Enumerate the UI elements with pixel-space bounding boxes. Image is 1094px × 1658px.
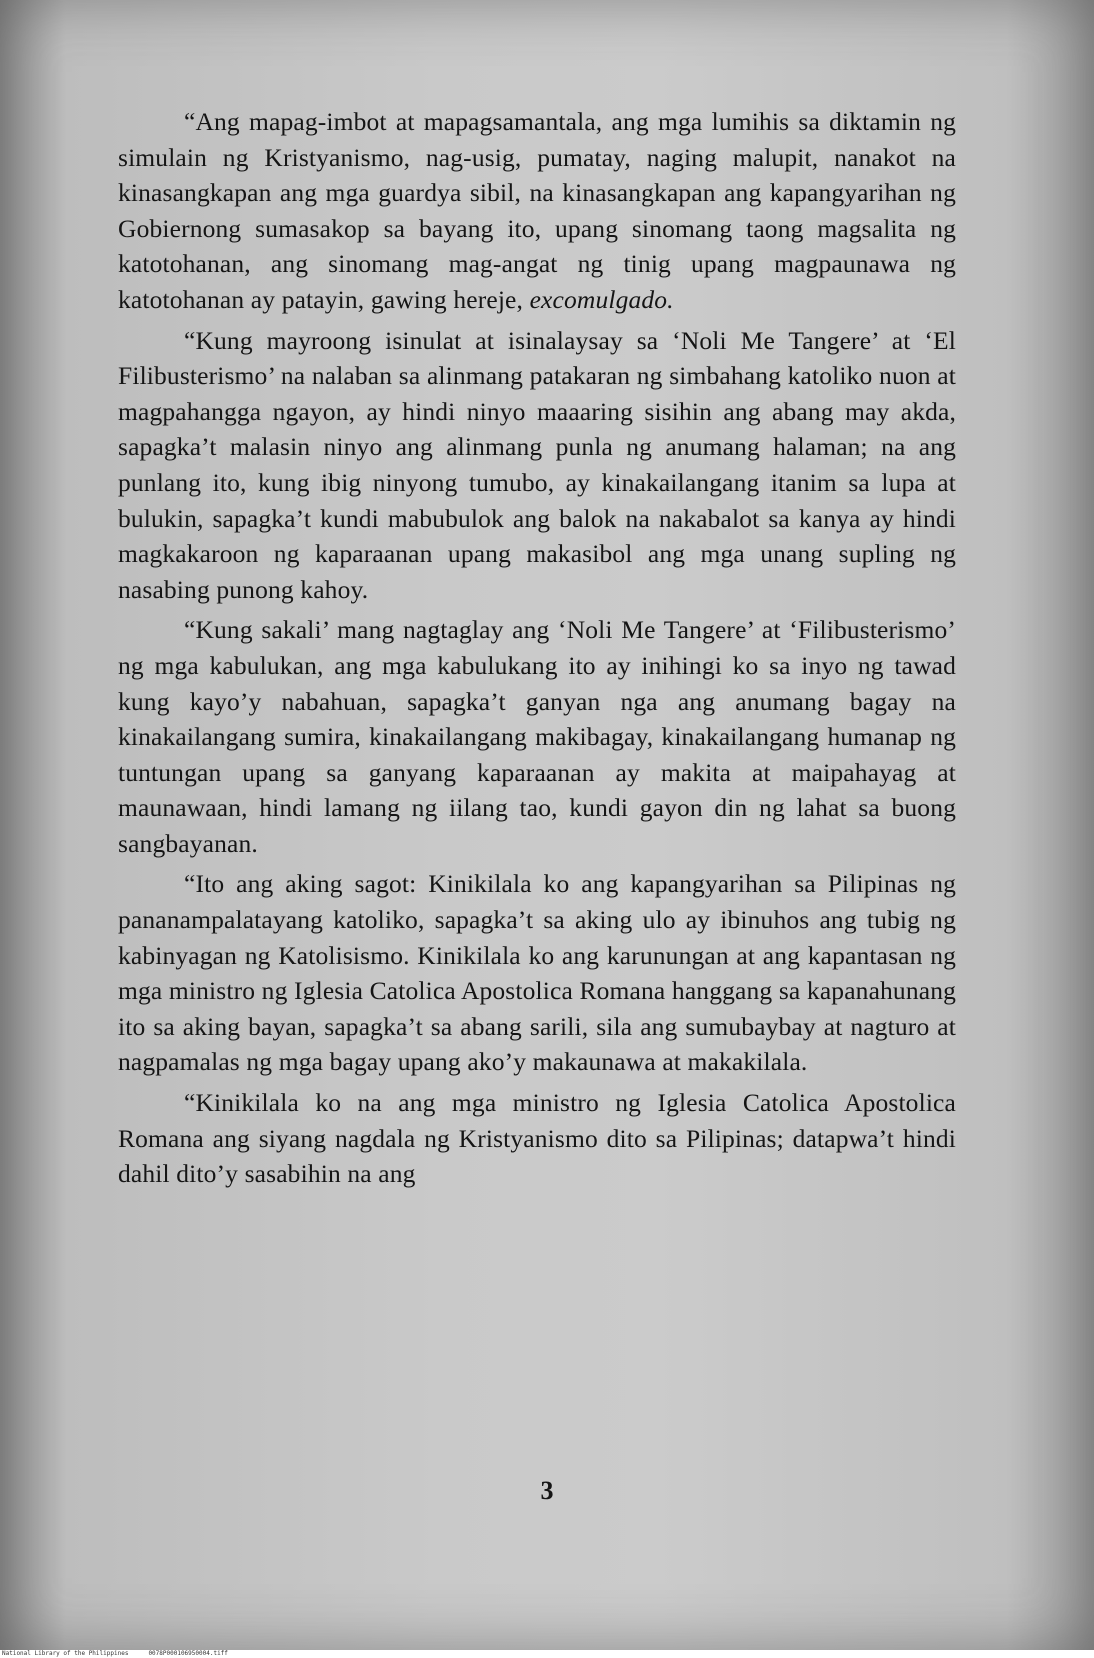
- paragraph-2: [118, 323, 956, 608]
- paragraph-4: [118, 866, 956, 1080]
- paragraph-1: [118, 104, 956, 318]
- body-text: [118, 104, 956, 1197]
- page-number: 3: [540, 1476, 554, 1505]
- scan-footer: [0, 1650, 1094, 1658]
- paragraph-3: [118, 612, 956, 861]
- paragraph-5-text: “Kinikilala ko na ang mga ministro ng Iglesia Catolica Apostolica Romana ang siyang nagdala ng Kristyanismo dito sa Pilipinas; datapwa’t hindi dahil dito’y sasabihin na ang: [118, 1088, 956, 1189]
- paragraph-4-text: “Ito ang aking sagot: Kinikilala ko ang kapangyarihan sa Pilipinas ng pananampalatayang katoliko, sapagka’t sa aking ulo ay ibinuhos ang tubig ng kabinyagan ng Katolisismo. Kinikilala ko ang karunungan at ang kapantasan ng mga ministro ng Iglesia Catolica Apostolica Romana hanggang sa kapanahunang ito sa aking bayan, sapagka’t sa abang sarili, sila ang sumubaybay at nagturo at nagpamalas ng mga bagay upang ako’y makaunawa at makakilala.: [118, 869, 956, 1077]
- paragraph-1-text: “Ang mapag-imbot at mapagsamantala, ang mga lumihis sa diktamin ng simulain ng Kristyanismo, nag-usig, pumatay, naging malupit, nanakot na kinasangkapan ang mga guardya sibil, na kinasangkapan ang kapangyarihan ng Gobiernong sumasakop sa bayang ito, upang sinomang taong magsalita ng katotohanan, ang sinomang mag-angat ng tinig upang magpaunawa ng katotohanan ay patayin, gawing hereje,: [118, 107, 956, 314]
- paragraph-5: [118, 1085, 956, 1192]
- footer-file: 0078P000106950004.tiff: [148, 1650, 228, 1657]
- paragraph-1-italic: excomulgado.: [529, 284, 674, 314]
- paragraph-3-text: “Kung sakali’ mang nagtaglay ang ‘Noli Me Tangere’ at ‘Filibusterismo’ ng mga kabulukan, ang mga kabulukang ito ay inihingi ko sa inyo ng tawad kung kayo’y nabahuan, sapagka’t ganyan nga ang anumang bagay na kinakailangang sumira, kinakailangang makibagay, kinakailangang humanap ng tuntungan upang sa ganyang kaparaanan ay makita at maipahayag at maunawaan, hindi lamang ng iilang tao, kundi gayon din ng lahat sa buong sangbayanan.: [118, 615, 956, 858]
- footer-source: National Library of the Philippines: [2, 1650, 129, 1657]
- paragraph-2-text: “Kung mayroong isinulat at isinalaysay sa ‘Noli Me Tangere’ at ‘El Filibusterismo’ na nalaban sa alinmang patakaran ng simbahang katoliko nuon at magpahangga ngayon, ay hindi ninyo maaaring sisihin ang abang may akda, sapagka’t malasin ninyo ang alinmang punla ng anumang halaman; na ang punlang ito, kung ibig ninyong tumubo, ay kinakailangang itanim sa lupa at bulukin, sapagka’t kundi mabubulok ang balok na nakabalot sa kanya ay hindi magkakaroon ng kaparaanan upang makasibol ang mga unang supling ng nasabing punong kahoy.: [118, 325, 956, 604]
